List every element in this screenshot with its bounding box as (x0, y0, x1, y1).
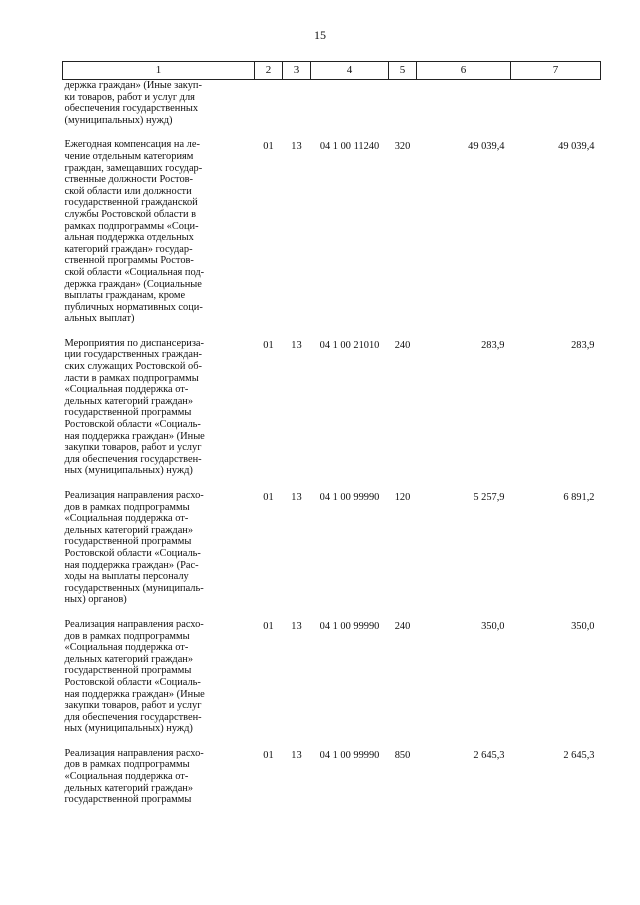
row-subsection: 13 (291, 620, 302, 632)
row-amount-2 (511, 80, 601, 140)
row-name: Ежегодная компенсация на ле- чение отдельным категориям граждан, замещавших государ- ственные должности Ростов- ской области или должности государственной гражданской службы Ростовской области в рамках подпрограммы «Соци- альная поддержка отдельных категорий граждан» государ- ственной программы Ростов- ской области «Социальная под- держка граждан» (Социальные выплаты гражданам, кроме публичных нормативных соци- альных выплат) (64, 139, 205, 325)
row-section: 01 (263, 620, 274, 632)
row-name: Мероприятия по диспансеризa- ции государственных граждан- ских служащих Ростовской об- ласти в рамках подпрограммы «Социальная поддержка от- дельных категорий граждан» государственной программы Ростовской области «Социаль- ная поддержка граждан» (Иные закупки товаров, работ и услуг для обеспечения государствен- ных (муниципальных) нужд) (64, 337, 205, 477)
table-row (63, 80, 601, 140)
table-row (63, 490, 601, 619)
row-section: 01 (263, 339, 274, 351)
row-amount-1: 49 039,4 (468, 141, 505, 153)
row-subsection: 13 (291, 492, 302, 503)
row-amount-1: 5 257,9 (473, 492, 505, 503)
row-section: 01 (263, 749, 274, 761)
row-target-code: 04 1 00 99990 (319, 492, 380, 503)
row-expense-type (389, 80, 417, 140)
row-amount-2: 283,9 (571, 339, 595, 351)
row-amount-1: 2 645,3 (473, 749, 505, 761)
column-header-6: 6 (417, 62, 511, 80)
table-row (63, 139, 601, 338)
budget-table (62, 61, 601, 819)
row-subsection (283, 80, 311, 140)
row-target-code: 04 1 00 21010 (319, 339, 380, 351)
row-expense-type: 320 (394, 141, 411, 153)
row-amount-1: 283,9 (481, 339, 505, 351)
row-name: держка граждан» (Иные закуп- ки товаров, работ и услуг для обеспечения государственных (муниципальных) нужд) (64, 80, 202, 126)
row-amount-2: 350,0 (571, 620, 595, 632)
table-row (63, 748, 601, 819)
row-name: Реализация направления расхо- дов в рамках подпрограммы «Социальная поддержка от- дельных категорий граждан» государственной программы (64, 747, 204, 806)
row-target-code: 04 1 00 99990 (319, 749, 380, 761)
row-amount-2: 6 891,2 (563, 492, 595, 503)
column-header-5: 5 (389, 62, 417, 80)
row-amount-2: 49 039,4 (558, 141, 595, 153)
row-expense-type: 850 (394, 749, 411, 761)
row-name: Реализация направления расхо- дов в рамках подпрограммы «Социальная поддержка от- дельных категорий граждан» государственной программы Ростовской области «Социаль- ная поддержка граждан» (Рас- ходы на выплаты персоналу государственных (муниципаль- ных) органов) (64, 490, 204, 606)
row-section: 01 (263, 141, 274, 153)
row-name: Реализация направления расхо- дов в рамках подпрограммы «Социальная поддержка от- дельных категорий граждан» государственной программы Ростовской области «Социаль- ная поддержка граждан» (Иные закупки товаров, работ и услуг для обеспечения государствен- ных (муниципальных) нужд) (64, 618, 205, 735)
table-row (63, 338, 601, 490)
column-header-2: 2 (255, 62, 283, 80)
column-header-3: 3 (283, 62, 311, 80)
column-header-4: 4 (311, 62, 389, 80)
row-section (255, 80, 283, 140)
column-header-7: 7 (511, 62, 601, 80)
row-amount-2: 2 645,3 (563, 749, 595, 761)
row-target-code (311, 80, 389, 140)
row-target-code: 04 1 00 11240 (319, 141, 380, 153)
row-subsection: 13 (291, 141, 302, 153)
row-target-code: 04 1 00 99990 (319, 620, 380, 632)
page-number: 15 (314, 28, 326, 42)
row-section: 01 (263, 492, 274, 503)
row-amount-1 (417, 80, 511, 140)
row-amount-1: 350,0 (481, 620, 505, 632)
row-subsection: 13 (291, 339, 302, 351)
row-expense-type: 240 (394, 339, 411, 351)
row-expense-type: 120 (394, 492, 411, 503)
table-row (63, 619, 601, 748)
column-header-1: 1 (63, 62, 255, 80)
row-expense-type: 240 (394, 620, 411, 632)
table-header-row (63, 62, 601, 80)
row-subsection: 13 (291, 749, 302, 761)
